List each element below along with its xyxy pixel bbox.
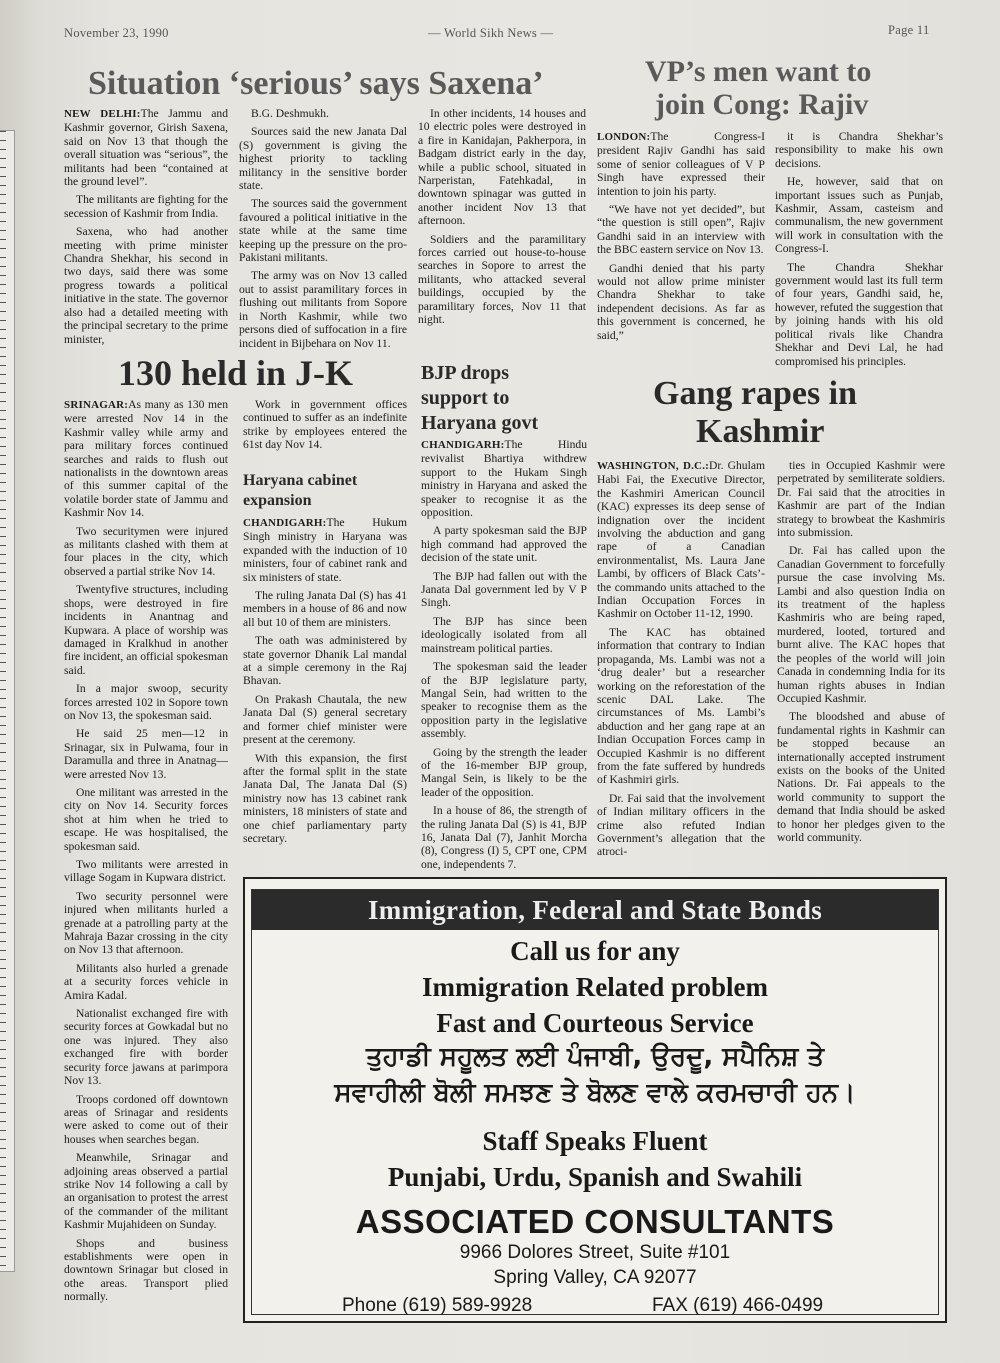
headline-jk: 130 held in J-K <box>118 353 354 393</box>
paragraph-text: Work in government offices continued to suffer as an indefinite strike by employees entered the 61st day Nov 14. <box>243 398 407 452</box>
paragraph <box>64 1093 228 1147</box>
paragraph-text: Meanwhile, Srinagar and adjoining areas observed a partial strike Nov 14 following a call by an organisation to protest the arrest of the commander of the militant Kashmir Mujahideen on Sunday. <box>64 1151 228 1232</box>
paragraph-text: The militants are fighting for the secession of Kashmir from India. <box>64 193 228 220</box>
paragraph <box>421 570 587 610</box>
paragraph <box>418 107 586 228</box>
paragraph <box>243 398 407 452</box>
paragraph-text: The Hindu revivalist Bhartiya withdrew support to the Hukam Singh ministry in Haryana and asked the speaker to recognise it as the opposition. <box>421 438 587 520</box>
header-date: November 23, 1990 <box>64 26 169 40</box>
headline-bjp-line-1: BJP drops <box>421 362 509 384</box>
paragraph <box>775 175 943 255</box>
gang-column-1 <box>597 459 765 864</box>
paragraph-text: The oath was administered by state governor Dhanik Lal mandal at a simple ceremony in the Raj Bhavan. <box>243 634 407 688</box>
headline-saxena: Situation ‘serious’ says Saxena’ <box>88 65 544 102</box>
header-paper-name: — World Sikh News — <box>428 26 554 40</box>
paragraph-text: He, however, said that on important issues such as Punjab, Kashmir, Assam, casteism and communalism, the new government will work in consultation with the Congress-I. <box>775 175 943 256</box>
paragraph <box>239 125 407 192</box>
paragraph-text: Two militants were arrested in village Sogam in Kupwara district. <box>64 858 228 885</box>
paragraph <box>421 615 587 655</box>
paragraph-text: He said 25 men—12 in Srinagar, six in Pulwama, four in Daramulla and three in Anatnag—were arrested Nov 13. <box>64 727 228 781</box>
saxena-column-1 <box>64 107 228 351</box>
paragraph-text: The ruling Janata Dal (S) has 41 members in a house of 86 and now all but 10 of them are ministers. <box>243 589 407 629</box>
saxena-column-2 <box>239 107 407 355</box>
paragraph-text: Dr. Fai has called upon the Canadian Government to forcefully pursue the case involving Ms. Lambi and also question India on its treatment of the hapless Kashmiris who are being raped, murdered, looted, tortured and burnt alive. The KAC hopes that the peoples of the world will join Canada in condemning India for its human rights abuses in Indian Occupied Kashmir. <box>777 544 945 705</box>
ad-address-line-2: Spring Valley, CA 92077 <box>493 1267 697 1288</box>
paragraph-text: “We have not yet decided”, but “the question is still open”, Rajiv Gandhi said in an interview with the BBC eastern service on Nov 13. <box>597 203 765 257</box>
paragraph-text: Saxena, who had another meeting with prime minister Chandra Shekhar, his second in two days, said there was some progress towards a political initiative in the state. The governor also had a detailed meeting with the principal secretary to the prime minister, <box>64 225 228 346</box>
paragraph-text: B.G. Deshmukh. <box>251 107 329 120</box>
paragraph-text: Sources said the new Janata Dal (S) government is giving the highest priority to tackling militancy in the sensitive border state. <box>239 125 407 193</box>
headline-haryana-line-2: expansion <box>243 492 312 509</box>
bjp-column <box>421 438 587 876</box>
paragraph-text: The Jammu and Kashmir governor, Girish Saxena, said on Nov 13 that though the overall situation was “serious”, the militants had been “contained at the ground level”. <box>64 107 228 189</box>
paragraph-text: One militant was arrested in the city on Nov 14. Security forces shot at him when he tried to escape. He was hospitalised, the spokesman said. <box>64 785 228 853</box>
paragraph <box>421 524 587 564</box>
paragraph <box>421 746 587 800</box>
paragraph-text: Two securitymen were injured as militants clashed with them at four places in the city, which observed a partial strike Nov 14. <box>64 524 228 578</box>
headline-gang-line-2: Kashmir <box>696 413 825 450</box>
paragraph <box>64 682 228 722</box>
paragraph <box>64 858 228 885</box>
paragraph <box>64 890 228 957</box>
paragraph <box>64 962 228 1002</box>
haryana-column <box>243 516 407 850</box>
paragraph-text: The sources said the government favoured a political initiative in the state while at the same time keeping up the pressure on the pro-Pakistani militants. <box>239 197 407 265</box>
paragraph-text: Two security personnel were injured when militants hurled a grenade at a patrolling party at the Mahraja Bazar crossing in the city on Nov 13 that afternoon. <box>64 889 228 957</box>
paragraph-text: Nationalist exchanged fire with security forces at Gowkadal but no one was injured. They also exchanged fire with border security force jawans at parimpora Nov 13. <box>64 1007 228 1088</box>
paragraph <box>597 203 765 257</box>
paragraph <box>421 660 587 740</box>
paragraph-text: The Hukum Singh ministry in Haryana was expanded with the induction of 10 ministers, four of cabinet rank and six ministers of state. <box>243 516 407 584</box>
dateline: CHANDIGARH: <box>243 517 327 529</box>
headline-vp-line-2: join Cong: Rajiv <box>655 88 869 121</box>
ad-band-title: Immigration, Federal and State Bonds <box>252 890 938 930</box>
paragraph-text: The bloodshed and abuse of fundamental rights in Kashmir can be stopped because an internationally accepted instrument exists on the books of the United Nations. Dr. Fai appeals to the world community to support the demand that India should be asked to honor her pledges given to the world community. <box>777 710 945 844</box>
paragraph <box>597 626 765 787</box>
dateline: SRINAGAR: <box>64 399 129 411</box>
ad-punjabi-line-2: ਸਵਾਹੀਲੀ ਬੋਲੀ ਸਮਝਣ ਤੇ ਬੋਲਣ ਵਾਲੇ ਕਰਮਚਾਰੀ ਹਨ। <box>334 1078 856 1108</box>
jk-column-1 <box>64 398 228 1309</box>
paragraph-text: In other incidents, 14 houses and 10 electric poles were destroyed in a fire in Kanidajan, Pakherpora, in Badgam district early in the day, while a public school, situated in Narperistan, Fatehkadal, in downtown spinagar was gutted in another incident Nov 13 that afternoon. <box>418 107 586 228</box>
paragraph-text: The Congress-I president Rajiv Gandhi has said some of senior colleagues of V P Singh have expressed their intention to join his party. <box>597 130 765 198</box>
scanner-ruler <box>0 130 15 1272</box>
paragraph-text: Dr. Fai said that the involvement of Indian military officers in the crime also refuted Indian Government’s allegation that the atroci- <box>597 791 765 859</box>
paragraph <box>64 107 228 188</box>
dateline: LONDON: <box>597 131 651 143</box>
paragraph <box>64 1151 228 1231</box>
paragraph-text: With this expansion, the first after the formal split in the state Janata Dal, The Janata Dal (S) ministry now has 13 cabinet rank ministers, 18 ministers of state and one chief parliamentary party secretary. <box>243 751 407 845</box>
paragraph-text: The BJP had fallen out with the Janata Dal government led by V P Singh. <box>421 569 587 610</box>
ad-company-name: ASSOCIATED CONSULTANTS <box>355 1203 835 1240</box>
paragraph <box>64 583 228 677</box>
paragraph <box>421 804 587 871</box>
ad-address-line-1: 9966 Dolores Street, Suite #101 <box>459 1242 731 1263</box>
ad-languages: Punjabi, Urdu, Spanish and Swahili <box>387 1162 803 1192</box>
paragraph <box>775 130 943 170</box>
paragraph-text: ties in Occupied Kashmir were perpetrated by semiliterate soldiers. Dr. Fai said that the atrocities in Kashmir are part of the Indian strategy to browbeat the Kashmiris into submission. <box>777 459 945 540</box>
paragraph-text: Troops cordoned off downtown areas of Srinagar and residents were asked to come out of their houses when searches began. <box>64 1092 228 1146</box>
headline-vp-line-1: VP’s men want to <box>645 55 872 88</box>
paragraph-text: Going by the strength the leader of the 16-member BJP group, Mangal Sein, is likely to be the leader of the opposition. <box>421 745 587 799</box>
paragraph <box>64 225 228 346</box>
paragraph <box>64 398 228 520</box>
vp-column-1 <box>597 130 765 347</box>
paragraph <box>777 459 945 539</box>
saxena-column-3 <box>418 107 586 332</box>
ad-punjabi-line-1: ਤੁਹਾਡੀ ਸਹੂਲਤ ਲਈ ਪੰਜਾਬੀ, ਉਰਦੂ, ਸਪੈਨਿਸ਼ ਤੇ <box>365 1042 825 1072</box>
headline-gang-line-1: Gang rapes in <box>653 375 858 412</box>
paragraph <box>597 459 765 621</box>
paragraph <box>64 193 228 220</box>
paragraph-text: Gandhi denied that his party would not allow prime minister Chandra Shekhar to take independent decisions. As far as this government is concerned, he said,” <box>597 261 765 342</box>
paragraph-text: A party spokesman said the BJP high command had approved the decision of the state unit. <box>421 524 587 565</box>
paragraph-text: On Prakash Chautala, the new Janata Dal (S) general secretary and former chief minister were present at the ceremony. <box>243 692 407 747</box>
paragraph-text: In a major swoop, security forces arrested 102 in Sopore town on Nov 13, the spokesman said. <box>64 682 228 722</box>
paragraph <box>418 233 586 327</box>
paragraph-text: Soldiers and the paramilitary forces carried out house-to-house searches in Sopore to arrest the militants, who attacked several buildings, occupied by the paramilitary forces, Nov 11 that night. <box>418 232 586 327</box>
ad-staff-speaks: Staff Speaks Fluent <box>482 1126 708 1156</box>
paragraph <box>597 792 765 859</box>
headline-haryana-line-1: Haryana cabinet <box>243 472 358 489</box>
paragraph <box>777 544 945 705</box>
paragraph <box>243 589 407 629</box>
paragraph-text: The KAC has obtained information that contrary to Indian propaganda, Ms. Lambi was not a ‘drug dealer’ but a researcher working on the reforestation of the scenic DAL Lake. The circumstances of Ms. Lambi’s abduction and her gang rape at an Indian Occupation Forces camp in Occupied Kashmir is no different from the fate suffered by hundreds of Kashmiri girls. <box>597 625 765 787</box>
paragraph-text: The spokesman said the leader of the BJP legislature party, Mangal Sein, had written to the speaker to recognise them as the opposition party in the legislative assembly. <box>421 660 587 741</box>
paragraph-text: Twentyfive structures, including shops, were destroyed in fire incidents in Anantnag and Kupwara. A place of worship was damaged in Kralkhud in another fire incident, an official spokesman said. <box>64 583 228 677</box>
paragraph <box>239 107 407 120</box>
paragraph <box>239 197 407 264</box>
dateline: CHANDIGARH: <box>421 439 505 451</box>
dateline: NEW DELHI: <box>64 108 141 120</box>
paragraph <box>64 1237 228 1304</box>
jk-column-2 <box>243 398 407 457</box>
ad-phone: Phone (619) 589-9928 <box>342 1295 533 1316</box>
header-page-number: Page 11 <box>888 23 930 37</box>
ad-fast-service: Fast and Courteous Service <box>436 1008 754 1038</box>
headline-bjp-line-3: Haryana govt <box>421 412 539 434</box>
paragraph <box>243 516 407 584</box>
paragraph <box>239 269 407 349</box>
paragraph <box>243 634 407 688</box>
dateline: WASHINGTON, D.C.: <box>597 460 710 472</box>
headline-bjp-line-2: support to <box>421 387 510 409</box>
paragraph <box>597 130 765 198</box>
paragraph-text: Dr. Ghulam Habi Fai, the Executive Director, the Kashmiri American Council (KAC) expresses its deep sense of indignation over the incident involving the abduction and gang rape of a Canadian environmentalist, Ms. Laura Jane Lambi, by officers of Black Cats’-the commando units attached to the Indian Occupation Forces in Kashmir on October 11-12, 1990. <box>597 459 765 621</box>
paragraph <box>64 727 228 781</box>
paragraph <box>597 262 765 342</box>
gang-column-2 <box>777 459 945 849</box>
vp-column-2 <box>775 130 943 373</box>
paragraph-text: Militants also hurled a grenade at a security forces vehicle in Amira Kadal. <box>64 961 228 1002</box>
advertisement <box>243 877 947 1323</box>
paragraph <box>64 525 228 579</box>
paragraph-text: it is Chandra Shekhar’s responsibility to make his own decisions. <box>775 130 943 170</box>
paragraph <box>64 1007 228 1087</box>
paragraph <box>243 693 407 747</box>
paragraph-text: In a house of 86, the strength of the ruling Janata Dal (S) is 41, BJP 16, Janata Dal (7), Janhit Morcha (8), Congress (I) 5, CPT one, CPM one, independents 7. <box>421 804 587 871</box>
paragraph-text: The Chandra Shekhar government would last its full term of four years, Gandhi said, he, however, refuted the suggestion that by joining hands with his old political rivals like Chandra Shekhar and Devi Lal, he had compromised his principles. <box>775 260 943 368</box>
ad-immigration-problem: Immigration Related problem <box>422 972 768 1002</box>
paragraph <box>243 752 407 846</box>
paragraph-text: The army was on Nov 13 called out to assist paramilitary forces in flushing out militants from Sopore in North Kashmir, while two persons died of suffocation in a fire incident in Bijbehara on Nov 11. <box>239 269 407 350</box>
paragraph-text: As many as 130 men were arrested Nov 14 in the Kashmir valley while army and para military forces continued searches and raids to flush out nationalists in the downtown areas of this summer capital of the volatile border state of Jammu and Kashmir Nov 14. <box>64 398 228 520</box>
ad-fax: FAX (619) 466-0499 <box>652 1295 824 1316</box>
paragraph <box>777 710 945 844</box>
paragraph-text: Shops and business establishments were open in downtown Srinagar but closed in othe areas. Transport plied normally. <box>64 1236 228 1304</box>
paragraph <box>775 261 943 368</box>
paragraph <box>64 786 228 853</box>
paragraph <box>421 438 587 519</box>
ad-call-us: Call us for any <box>510 936 680 966</box>
paragraph-text: The BJP has since been ideologically isolated from all mainstream political parties. <box>421 614 587 655</box>
